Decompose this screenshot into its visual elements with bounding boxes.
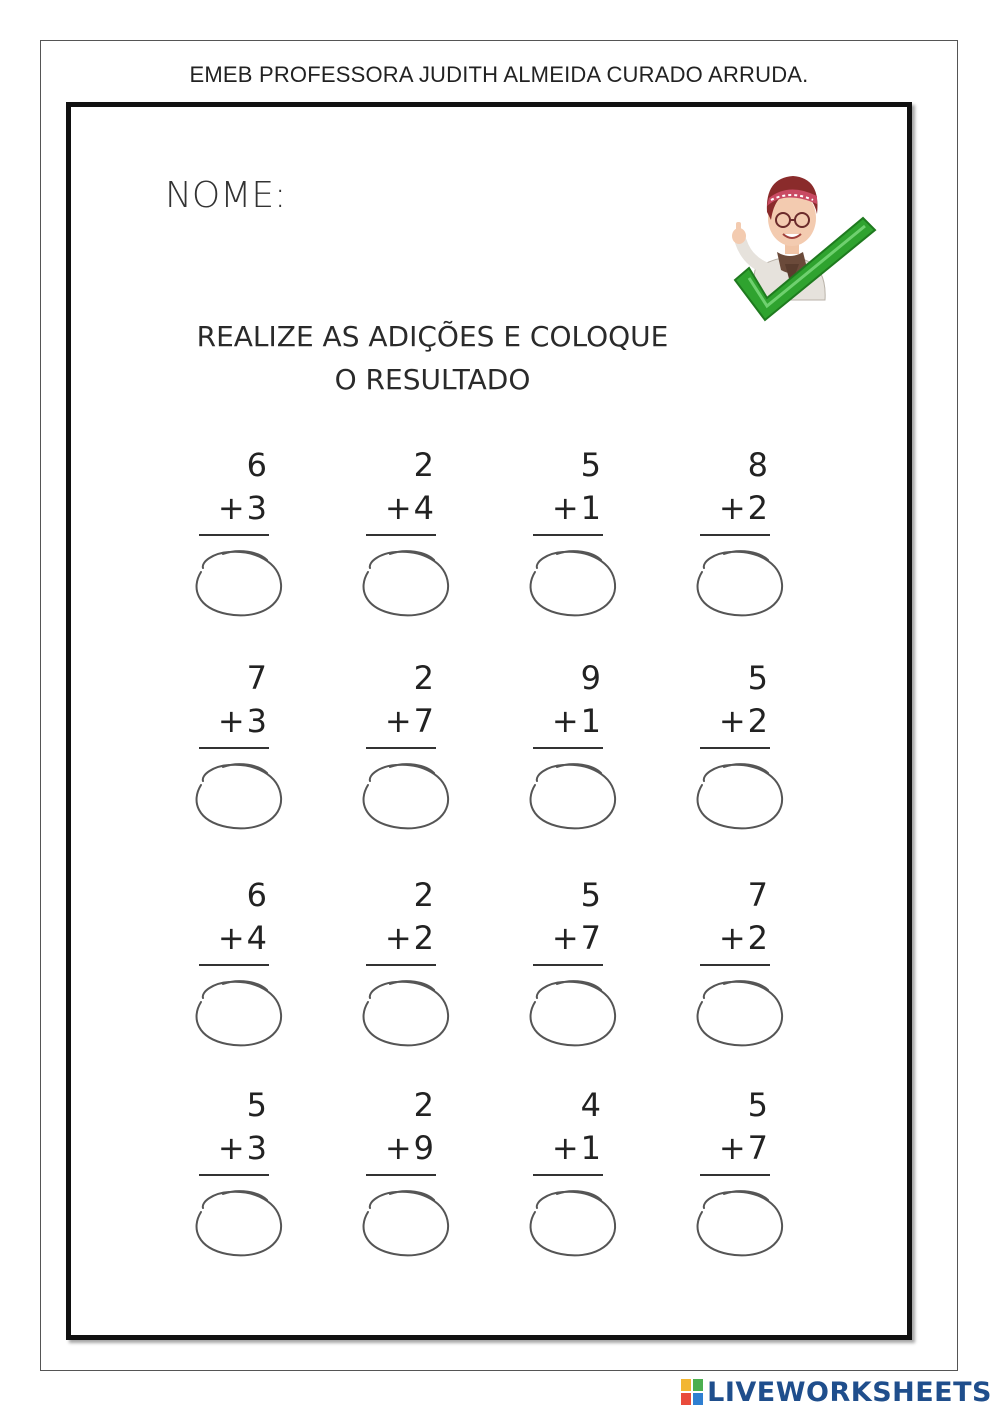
plus-sign: + — [384, 1129, 412, 1167]
answer-circle-icon[interactable] — [517, 542, 621, 622]
addition-problem — [175, 1085, 295, 1275]
sum-line — [700, 534, 770, 536]
sum-line — [533, 964, 603, 966]
instructions — [180, 315, 685, 401]
second-addend-value: 7 — [580, 919, 601, 957]
plus-sign: + — [217, 702, 245, 740]
first-addend: 7 — [246, 659, 267, 697]
first-addend: 5 — [747, 1086, 768, 1124]
answer-circle-icon[interactable] — [684, 755, 788, 835]
second-addend — [385, 918, 434, 958]
sum-line — [199, 534, 269, 536]
first-addend: 2 — [413, 446, 434, 484]
second-addend — [218, 488, 267, 528]
second-addend-value: 9 — [413, 1129, 434, 1167]
answer-circle-icon[interactable] — [517, 972, 621, 1052]
answer-circle-icon[interactable] — [684, 542, 788, 622]
addition-problem — [509, 1085, 629, 1275]
second-addend — [719, 701, 768, 741]
sum-line — [366, 1174, 436, 1176]
answer-circle-icon[interactable] — [350, 1182, 454, 1262]
plus-sign: + — [217, 489, 245, 527]
answer-circle-icon[interactable] — [517, 755, 621, 835]
second-addend — [218, 1128, 267, 1168]
second-addend-value: 2 — [413, 919, 434, 957]
addition-problem — [342, 445, 462, 635]
second-addend-value: 7 — [747, 1129, 768, 1167]
addition-problem — [342, 1085, 462, 1275]
plus-sign: + — [718, 489, 746, 527]
second-addend-value: 2 — [747, 489, 768, 527]
sum-line — [366, 534, 436, 536]
second-addend-value: 2 — [747, 702, 768, 740]
answer-circle-icon[interactable] — [517, 1182, 621, 1262]
answer-circle-icon[interactable] — [183, 542, 287, 622]
second-addend-value: 4 — [246, 919, 267, 957]
first-addend: 8 — [747, 446, 768, 484]
footer-brand: LIVEWORKSHEETS — [707, 1376, 992, 1408]
second-addend — [719, 488, 768, 528]
plus-sign: + — [217, 919, 245, 957]
first-addend: 9 — [580, 659, 601, 697]
sum-line — [533, 534, 603, 536]
liveworksheets-logo — [681, 1376, 992, 1408]
sum-line — [700, 1174, 770, 1176]
teacher-avatar-checkmark-icon — [725, 160, 885, 335]
second-addend — [385, 1128, 434, 1168]
plus-sign: + — [217, 1129, 245, 1167]
answer-circle-icon[interactable] — [350, 542, 454, 622]
logo-blocks-icon — [681, 1379, 703, 1405]
second-addend — [552, 701, 601, 741]
first-addend: 2 — [413, 876, 434, 914]
first-addend: 5 — [580, 446, 601, 484]
second-addend-value: 3 — [246, 702, 267, 740]
second-addend — [552, 1128, 601, 1168]
first-addend: 2 — [413, 659, 434, 697]
instructions-line-1: REALIZE AS ADIÇÕES E COLOQUE — [196, 320, 669, 353]
sum-line — [199, 964, 269, 966]
addition-problem — [509, 658, 629, 848]
sum-line — [199, 1174, 269, 1176]
sum-line — [366, 964, 436, 966]
answer-circle-icon[interactable] — [350, 972, 454, 1052]
second-addend-value: 7 — [413, 702, 434, 740]
second-addend-value: 3 — [246, 1129, 267, 1167]
plus-sign: + — [551, 702, 579, 740]
name-label: NOME: — [165, 175, 287, 216]
addition-problem — [676, 445, 796, 635]
first-addend: 7 — [747, 876, 768, 914]
instructions-line-2: O RESULTADO — [334, 363, 531, 396]
second-addend — [218, 918, 267, 958]
plus-sign: + — [551, 1129, 579, 1167]
addition-problem — [509, 875, 629, 1065]
second-addend-value: 4 — [413, 489, 434, 527]
second-addend — [552, 918, 601, 958]
plus-sign: + — [551, 489, 579, 527]
second-addend — [218, 701, 267, 741]
plus-sign: + — [718, 702, 746, 740]
addition-problem — [342, 658, 462, 848]
plus-sign: + — [718, 1129, 746, 1167]
answer-circle-icon[interactable] — [684, 1182, 788, 1262]
first-addend: 6 — [246, 446, 267, 484]
answer-circle-icon[interactable] — [684, 972, 788, 1052]
sum-line — [199, 747, 269, 749]
sum-line — [533, 1174, 603, 1176]
second-addend-value: 1 — [580, 489, 601, 527]
second-addend — [385, 488, 434, 528]
second-addend-value: 3 — [246, 489, 267, 527]
first-addend: 2 — [413, 1086, 434, 1124]
second-addend-value: 2 — [747, 919, 768, 957]
sum-line — [533, 747, 603, 749]
first-addend: 6 — [246, 876, 267, 914]
first-addend: 5 — [747, 659, 768, 697]
sum-line — [700, 964, 770, 966]
plus-sign: + — [718, 919, 746, 957]
second-addend — [552, 488, 601, 528]
addition-problem — [509, 445, 629, 635]
school-name: EMEB PROFESSORA JUDITH ALMEIDA CURADO ARRUDA. — [189, 62, 809, 87]
answer-circle-icon[interactable] — [183, 1182, 287, 1262]
addition-problem — [676, 1085, 796, 1275]
answer-circle-icon[interactable] — [350, 755, 454, 835]
second-addend-value: 1 — [580, 702, 601, 740]
plus-sign: + — [384, 919, 412, 957]
first-addend: 5 — [580, 876, 601, 914]
addition-problem — [175, 658, 295, 848]
second-addend — [719, 918, 768, 958]
addition-problem — [676, 875, 796, 1065]
addition-problem — [676, 658, 796, 848]
second-addend-value: 1 — [580, 1129, 601, 1167]
sum-line — [700, 747, 770, 749]
answer-circle-icon[interactable] — [183, 755, 287, 835]
sum-line — [366, 747, 436, 749]
plus-sign: + — [384, 489, 412, 527]
addition-problem — [175, 875, 295, 1065]
answer-circle-icon[interactable] — [183, 972, 287, 1052]
first-addend: 5 — [246, 1086, 267, 1124]
second-addend — [719, 1128, 768, 1168]
plus-sign: + — [551, 919, 579, 957]
addition-problem — [175, 445, 295, 635]
first-addend: 4 — [580, 1086, 601, 1124]
addition-problem — [342, 875, 462, 1065]
second-addend — [385, 701, 434, 741]
plus-sign: + — [384, 702, 412, 740]
